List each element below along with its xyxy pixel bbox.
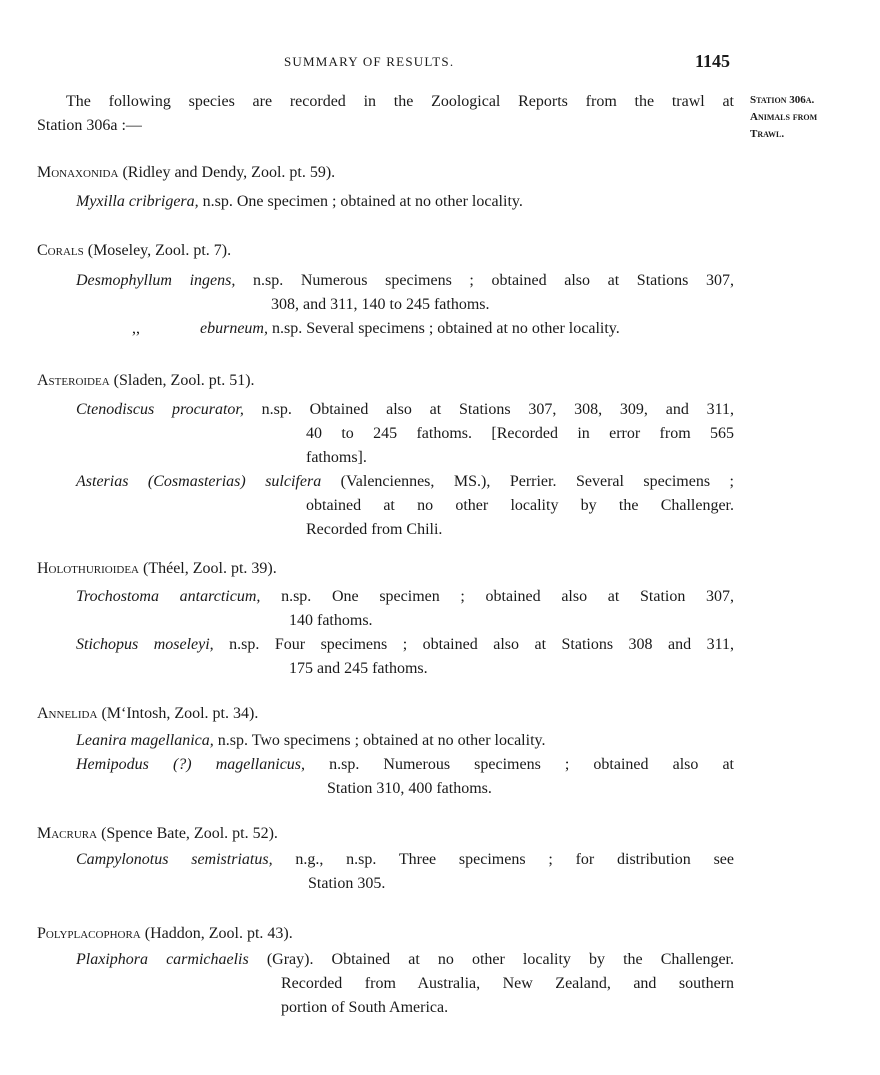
species-name: eburneum, xyxy=(200,320,268,337)
group-reference: (Haddon, Zool. pt. 43). xyxy=(140,925,293,942)
species-entry xyxy=(76,633,734,657)
margin-note-line: Trawl. xyxy=(750,128,785,140)
species-text-continued: portion of South America. xyxy=(281,999,449,1016)
group-reference: (Ridley and Dendy, Zool. pt. 59). xyxy=(118,164,336,181)
species-text: n.sp. Several specimens ; obtained at no other locality. xyxy=(267,320,620,337)
group-reference: (Spence Bate, Zool. pt. 52). xyxy=(97,825,278,842)
species-entry xyxy=(76,729,545,753)
margin-note-line: Animals from xyxy=(750,111,818,123)
species-text-continued: Station 305. xyxy=(308,875,386,892)
section-heading xyxy=(37,161,335,185)
species-text-continued: 40 to 245 fathoms. [Recorded in error from 565 xyxy=(306,425,734,442)
section-heading xyxy=(37,369,255,393)
group-reference: (Sladen, Zool. pt. 51). xyxy=(109,372,255,389)
species-text: n.sp. One specimen ; obtained at no other locality. xyxy=(198,193,523,210)
species-text-continued: obtained at no other locality by the Challenger. xyxy=(306,497,734,514)
species-text-continued: Station 310, 400 fathoms. xyxy=(327,780,492,797)
margin-note xyxy=(750,92,817,143)
species-text: n.sp. Four specimens ; obtained also at Stations 308 and 311, xyxy=(213,636,735,653)
species-entry xyxy=(76,470,734,494)
ditto-mark: ,, xyxy=(132,320,140,337)
species-name: Trochostoma antarcticum, xyxy=(76,588,261,605)
species-entry xyxy=(76,948,734,972)
species-entry xyxy=(76,753,734,777)
species-text: n.g., n.sp. Three specimens ; for distribution see xyxy=(272,851,735,868)
species-text: n.sp. Obtained also at Stations 307, 308, 309, and 311, xyxy=(243,401,735,418)
group-name: Polyplacophora xyxy=(37,925,141,942)
group-name: Corals xyxy=(37,242,84,259)
species-text-continued: 140 fathoms. xyxy=(289,612,373,629)
species-text-continued: fathoms]. xyxy=(306,449,367,466)
section-heading xyxy=(37,557,277,581)
species-text: n.sp. Numerous specimens ; obtained also at Stations 307, xyxy=(235,272,734,289)
species-text-continued: 308, and 311, 140 to 245 fathoms. xyxy=(271,296,490,313)
species-name: Hemipodus (?) magellanicus, xyxy=(76,756,306,773)
margin-note-line: Station 306a. xyxy=(750,94,815,106)
group-reference: (M‘Intosh, Zool. pt. 34). xyxy=(97,705,259,722)
group-name: Holothurioidea xyxy=(37,560,139,577)
species-name: Stichopus moseleyi, xyxy=(76,636,214,653)
species-name: Leanira magellanica, xyxy=(76,732,214,749)
section-heading xyxy=(37,239,231,263)
species-entry xyxy=(200,317,620,341)
group-name: Macrura xyxy=(37,825,98,842)
section-heading xyxy=(37,702,258,726)
species-entry xyxy=(76,848,734,872)
species-text: n.sp. One specimen ; obtained also at Station 307, xyxy=(260,588,735,605)
species-entry xyxy=(76,585,734,609)
species-entry xyxy=(76,190,523,214)
section-heading xyxy=(37,822,278,846)
group-name: Annelida xyxy=(37,705,98,722)
species-entry xyxy=(76,269,734,293)
running-header: SUMMARY OF RESULTS. xyxy=(284,54,455,69)
group-reference: (Moseley, Zool. pt. 7). xyxy=(83,242,232,259)
intro-line: The following species are recorded in the Zoological Reports from the trawl at xyxy=(66,93,734,110)
species-text: n.sp. Two specimens ; obtained at no other locality. xyxy=(213,732,546,749)
intro-line: Station 306a :— xyxy=(37,117,142,134)
species-name: Myxilla cribrigera, xyxy=(76,193,199,210)
species-text: (Valenciennes, MS.), Perrier. Several specimens ; xyxy=(321,473,734,490)
species-text-continued: 175 and 245 fathoms. xyxy=(289,660,428,677)
section-heading xyxy=(37,922,293,946)
page-number: 1145 xyxy=(695,51,731,71)
species-text-continued: Recorded from Chili. xyxy=(306,521,443,538)
species-text: (Gray). Obtained at no other locality by the Challenger. xyxy=(248,951,735,968)
species-name: Desmophyllum ingens, xyxy=(76,272,236,289)
species-text-continued: Recorded from Australia, New Zealand, and southern xyxy=(281,975,734,992)
species-name: Plaxiphora carmichaelis xyxy=(76,951,249,968)
species-text: n.sp. Numerous specimens ; obtained also at xyxy=(305,756,735,773)
group-name: Asteroidea xyxy=(37,372,110,389)
group-name: Monaxonida xyxy=(37,164,119,181)
species-name: Asterias (Cosmasterias) sulcifera xyxy=(76,473,322,490)
species-name: Ctenodiscus procurator, xyxy=(76,401,244,418)
species-entry xyxy=(76,398,734,422)
species-name: Campylonotus semistriatus, xyxy=(76,851,273,868)
group-reference: (Théel, Zool. pt. 39). xyxy=(138,560,277,577)
